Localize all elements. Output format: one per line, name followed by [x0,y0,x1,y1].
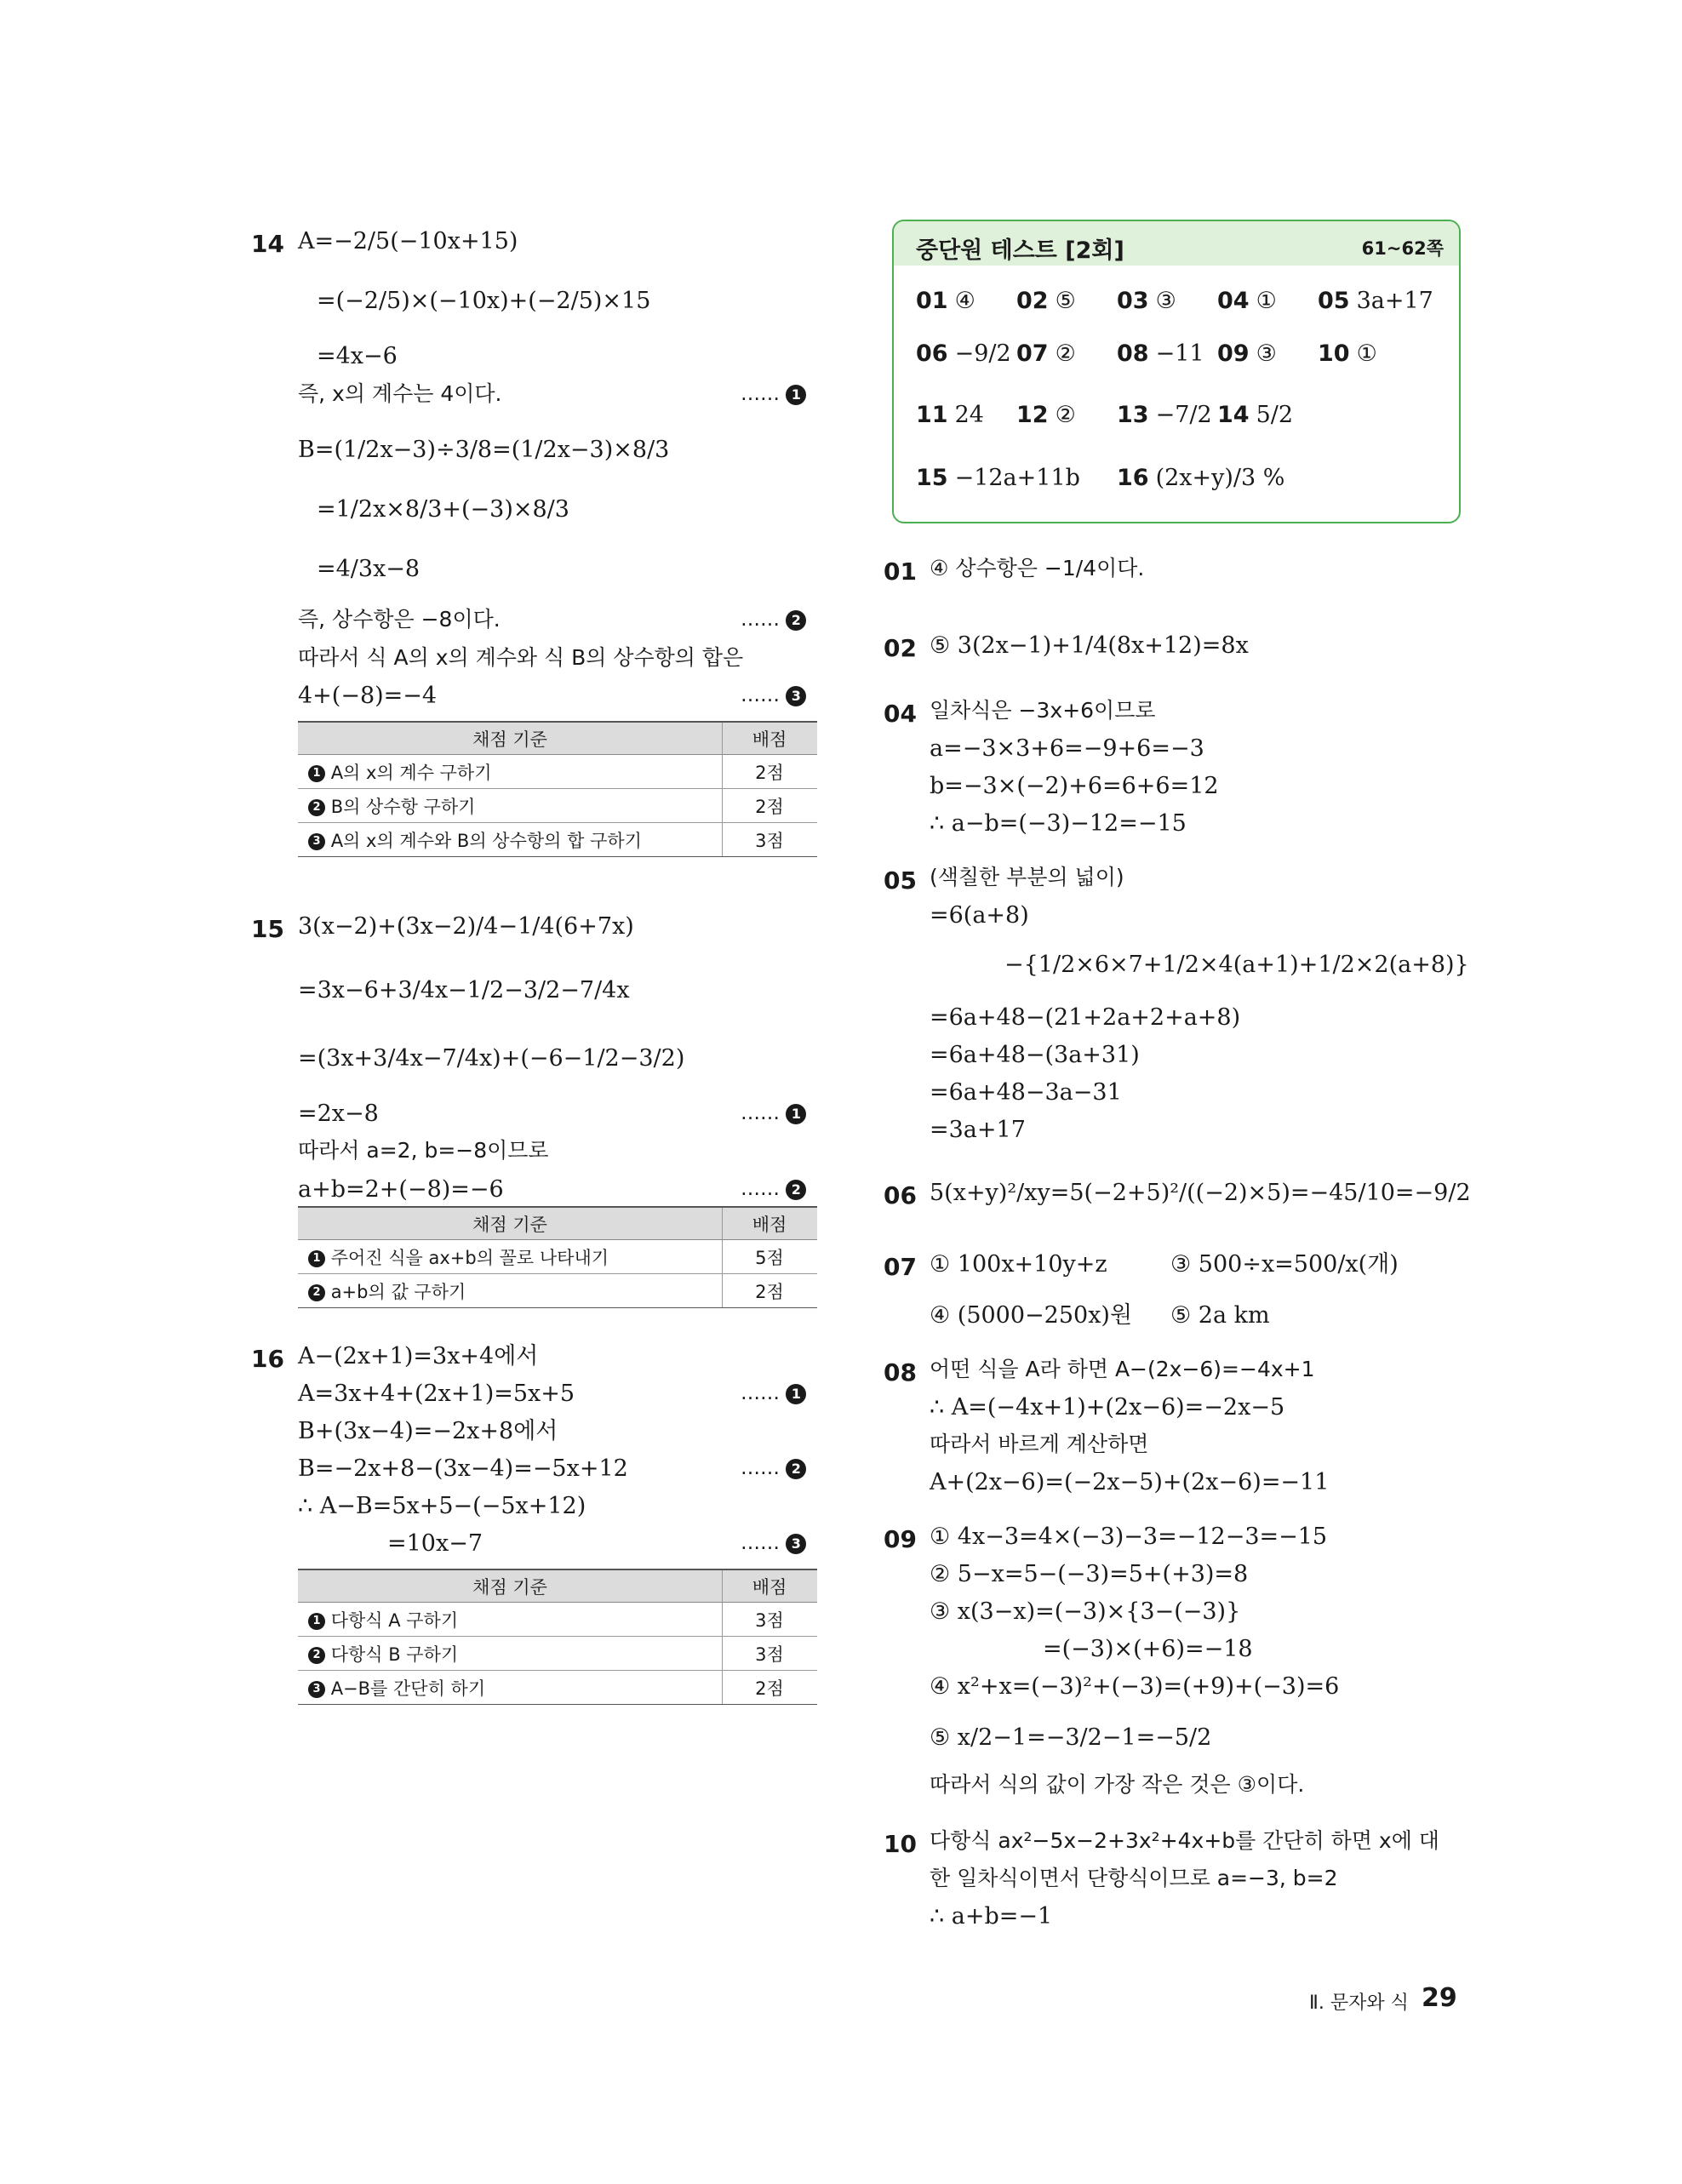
math-line: A=3x+4+(2x+1)=5x+5 [298,1381,575,1407]
text-line: 한 일차식이면서 단항식이므로 a=−3, b=2 [930,1866,1338,1890]
step-marker: …… 2 [741,1178,806,1200]
math-line: ③ 500÷x=500/x(개) [1170,1251,1399,1278]
table-header: 배점 [723,1569,818,1603]
answer-item: 10 ① [1318,340,1377,367]
math-line: ∴ A−B=5x+5−(−5x+12) [298,1493,586,1519]
math-line: a=−3×3+6=−9+6=−3 [930,735,1204,762]
answer-item: 08 −11 [1117,340,1204,367]
answer-item: 09 ③ [1217,340,1277,367]
answer-item: 12 ② [1016,402,1076,428]
math-line: =3a+17 [930,1117,1026,1143]
table-row: 1 A의 x의 계수 구하기 2점 [298,755,817,789]
math-line: ① 4x−3=4×(−3)−3=−12−3=−15 [930,1524,1328,1550]
answer-item: 14 5/2 [1217,402,1294,428]
step-marker: …… 2 [741,609,806,631]
problem-number: 05 [884,866,917,895]
text-line: 따라서 식의 값이 가장 작은 것은 ③이다. [930,1772,1305,1797]
problem-number: 14 [251,230,284,258]
text-line: 즉, x의 계수는 4이다. [298,381,502,406]
math-line: ② 5−x=5−(−3)=5+(+3)=8 [930,1561,1249,1587]
math-line: A=−2/5(−10x+15) [298,228,518,254]
table-header: 채점 기준 [298,1207,723,1240]
math-line: =3x−6+3/4x−1/2−3/2−7/4x [298,977,630,1003]
math-line: =6a+48−(3a+31) [930,1042,1140,1068]
math-line: a+b=2+(−8)=−6 [298,1176,504,1203]
math-line: B+(3x−4)=−2x+8에서 [298,1418,558,1444]
math-line: 5(x+y)²/xy=5(−2+5)²/((−2)×5)=−45/10=−9/2 [930,1180,1471,1206]
table-header: 채점 기준 [298,1569,723,1603]
answer-item: 06 −9/2 [916,340,1011,367]
answer-item: 15 −12a+11b [916,465,1080,491]
table-row: 3 A−B를 간단히 하기 2점 [298,1671,817,1705]
problem-number: 15 [251,915,284,943]
text-line: 따라서 바르게 계산하면 [930,1432,1149,1456]
math-line: =6(a+8) [930,902,1029,929]
problem-number: 10 [884,1830,917,1858]
answer-item: 05 3a+17 [1318,288,1433,314]
math-line: ∴ a+b=−1 [930,1903,1053,1930]
table-row: 2 a+b의 값 구하기 2점 [298,1274,817,1308]
grading-table [298,1569,817,1705]
math-line: =6a+48−3a−31 [930,1079,1122,1106]
math-line: ⑤ 2a km [1170,1302,1270,1329]
text-line: 일차식은 −3x+6이므로 [930,698,1156,723]
text-line: 따라서 식 A의 x의 계수와 식 B의 상수항의 합은 [298,645,744,670]
box-pages: 61~62쪽 [1361,238,1444,259]
math-line: ③ x(3−x)=(−3)×{3−(−3)} [930,1598,1241,1625]
text-line: 따라서 a=2, b=−8이므로 [298,1138,549,1163]
answer-item: 02 ⑤ [1016,288,1076,314]
math-line: −{1/2×6×7+1/2×4(a+1)+1/2×2(a+8)} [1004,952,1469,978]
grading-table [298,721,817,857]
math-line: B=(1/2x−3)÷3/8=(1/2x−3)×8/3 [298,437,670,463]
answer-item: 03 ③ [1117,288,1176,314]
table-header: 배점 [723,722,818,755]
math-line: 3(x−2)+(3x−2)/4−1/4(6+7x) [298,913,634,940]
math-line: =4x−6 [317,343,398,369]
text-line: ④ 상수항은 −1/4이다. [930,556,1145,580]
math-line: =6a+48−(21+2a+2+a+8) [930,1004,1241,1031]
math-line: ∴ A=(−4x+1)+(2x−6)=−2x−5 [930,1394,1285,1421]
math-line: =(−3)×(+6)=−18 [1043,1636,1253,1662]
step-marker: …… 1 [741,383,806,405]
answer-item: 07 ② [1016,340,1076,367]
box-title: 중단원 테스트 [2회] [916,237,1124,264]
step-marker: …… 1 [741,1382,806,1404]
text-line: 다항식 ax²−5x−2+3x²+4x+b를 간단히 하면 x에 대 [930,1828,1439,1853]
text-line: 어떤 식을 A라 하면 A−(2x−6)=−4x+1 [930,1357,1315,1381]
table-header: 배점 [723,1207,818,1240]
problem-number: 16 [251,1345,284,1373]
math-line: =2x−8 [298,1101,379,1127]
math-line: =1/2x×8/3+(−3)×8/3 [317,496,569,523]
problem-number: 02 [884,634,917,662]
answer-item: 04 ① [1217,288,1277,314]
math-line: ∴ a−b=(−3)−12=−15 [930,810,1187,837]
answer-summary-box [892,220,1461,523]
table-header: 채점 기준 [298,722,723,755]
math-line: =(3x+3/4x−7/4x)+(−6−1/2−3/2) [298,1045,685,1072]
table-row: 3 A의 x의 계수와 B의 상수항의 합 구하기 3점 [298,823,817,857]
answer-item: 13 −7/2 [1117,402,1212,428]
math-line: A+(2x−6)=(−2x−5)+(2x−6)=−11 [930,1469,1330,1495]
math-line: ⑤ 3(2x−1)+1/4(8x+12)=8x [930,632,1249,659]
chapter-label: Ⅱ. 문자와 식 [1309,1992,1409,2014]
step-marker: …… 3 [741,684,806,706]
table-row: 1 주어진 식을 ax+b의 꼴로 나타내기 5점 [298,1240,817,1274]
problem-number: 06 [884,1181,917,1209]
problem-number: 07 [884,1253,917,1281]
table-row: 1 다항식 A 구하기 3점 [298,1603,817,1637]
box-header [894,221,1459,266]
table-row: 2 다항식 B 구하기 3점 [298,1637,817,1671]
table-row: 2 B의 상수항 구하기 2점 [298,789,817,823]
text-line: 즉, 상수항은 −8이다. [298,607,501,632]
step-marker: …… 2 [741,1457,806,1479]
answer-item: 01 ④ [916,288,975,314]
math-line: b=−3×(−2)+6=6+6=12 [930,773,1219,799]
text-line: (색칠한 부분의 넓이) [930,865,1124,889]
math-line: =(−2/5)×(−10x)+(−2/5)×15 [317,288,651,314]
answer-item: 11 24 [916,402,984,428]
math-line: 4+(−8)=−4 [298,683,438,709]
math-line: ⑤ x/2−1=−3/2−1=−5/2 [930,1724,1212,1751]
step-marker: …… 3 [741,1532,806,1554]
math-line: ① 100x+10y+z [930,1251,1107,1278]
problem-number: 04 [884,700,917,728]
math-line: ④ (5000−250x)원 [930,1302,1133,1329]
problem-number: 09 [884,1525,917,1553]
answer-item: 16 (2x+y)/3 % [1117,465,1285,491]
step-marker: …… 1 [741,1102,806,1124]
math-line: B=−2x+8−(3x−4)=−5x+12 [298,1455,628,1482]
math-line: =4/3x−8 [317,556,420,582]
math-line: ④ x²+x=(−3)²+(−3)=(+9)+(−3)=6 [930,1673,1340,1700]
math-line: =10x−7 [387,1530,483,1557]
math-line: A−(2x+1)=3x+4에서 [298,1343,539,1369]
grading-table [298,1206,817,1308]
problem-number: 08 [884,1358,917,1386]
problem-number: 01 [884,557,917,586]
page-number: 29 [1422,1983,1457,2013]
